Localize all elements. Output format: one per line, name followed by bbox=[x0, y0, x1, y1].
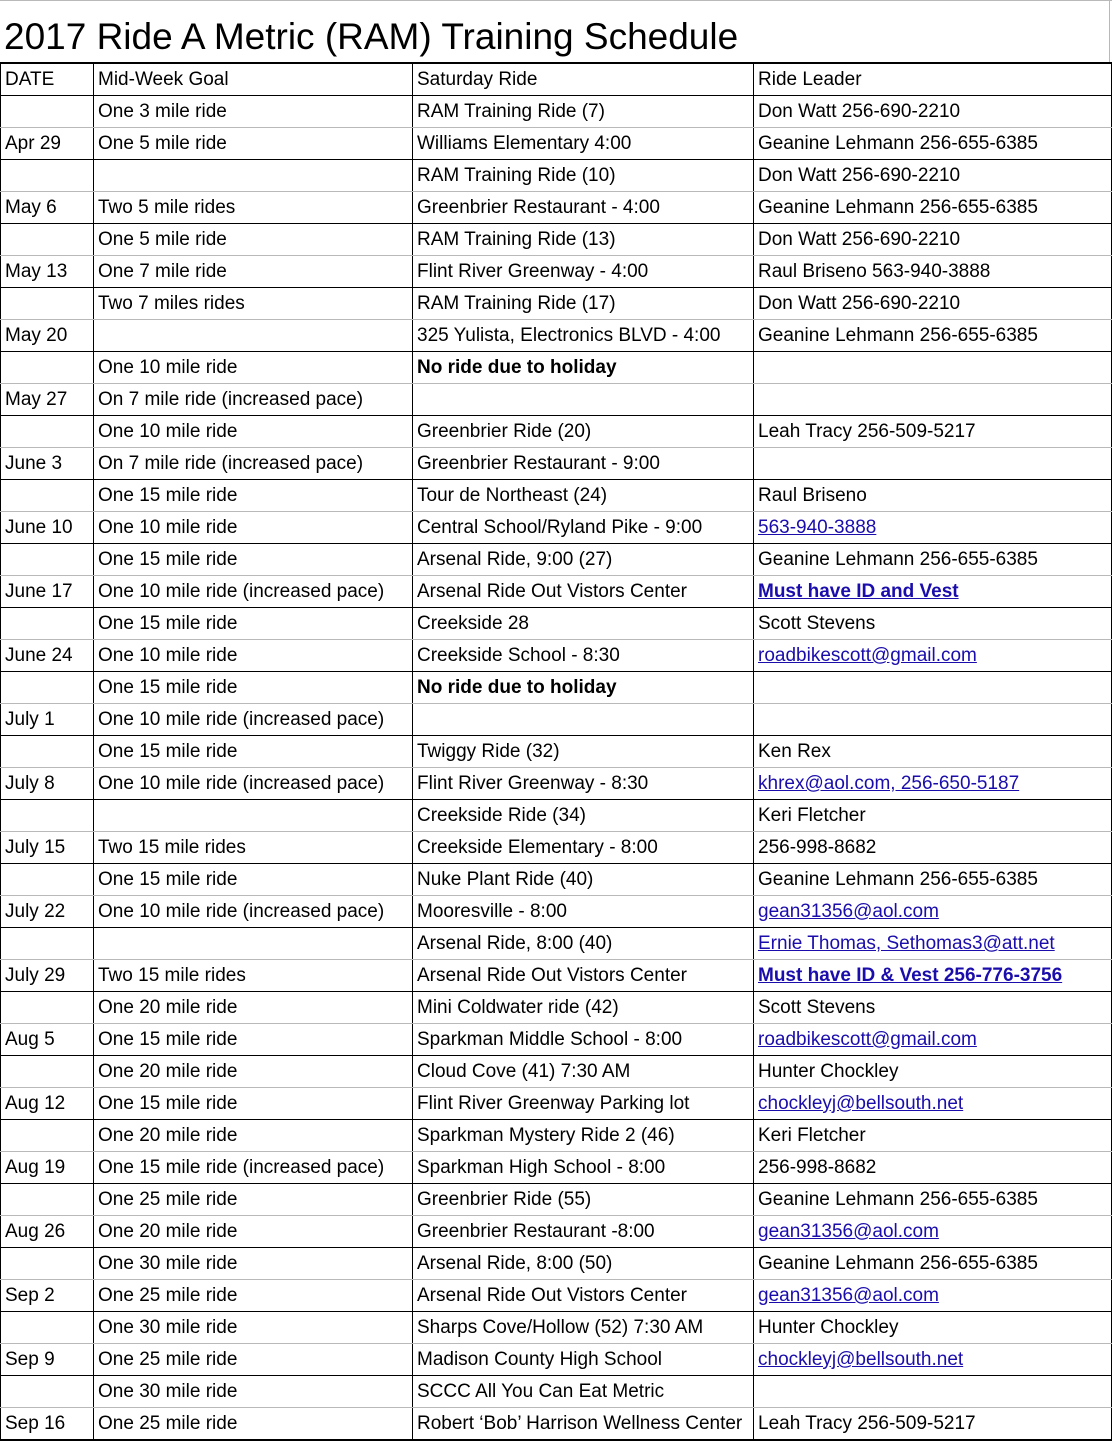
schedule-row bbox=[1, 1248, 1112, 1280]
ride-leader-cell bbox=[754, 384, 1112, 416]
schedule-row bbox=[1, 320, 1112, 352]
ride-leader-cell: Don Watt 256-690-2210 bbox=[754, 224, 1112, 256]
goal-cell bbox=[94, 800, 413, 832]
schedule-row bbox=[1, 928, 1112, 960]
goal-cell: One 5 mile ride bbox=[94, 224, 413, 256]
date-cell: July 8 bbox=[1, 768, 94, 800]
saturday-ride-cell: Madison County High School bbox=[413, 1344, 754, 1376]
goal-cell: One 5 mile ride bbox=[94, 128, 413, 160]
date-cell: Apr 29 bbox=[1, 128, 94, 160]
date-cell bbox=[1, 928, 94, 960]
date-cell: Aug 26 bbox=[1, 1216, 94, 1248]
column-header-leader: Ride Leader bbox=[754, 63, 1112, 96]
ride-leader-cell: Don Watt 256-690-2210 bbox=[754, 96, 1112, 128]
date-cell bbox=[1, 160, 94, 192]
date-cell: Aug 12 bbox=[1, 1088, 94, 1120]
ride-leader-cell: 256-998-8682 bbox=[754, 832, 1112, 864]
goal-cell: One 3 mile ride bbox=[94, 96, 413, 128]
saturday-ride-cell: RAM Training Ride (13) bbox=[413, 224, 754, 256]
saturday-ride-cell: SCCC All You Can Eat Metric bbox=[413, 1376, 754, 1408]
saturday-ride-cell: Arsenal Ride, 9:00 (27) bbox=[413, 544, 754, 576]
date-cell: July 1 bbox=[1, 704, 94, 736]
schedule-row bbox=[1, 288, 1112, 320]
ride-leader-cell bbox=[754, 672, 1112, 704]
date-cell: May 27 bbox=[1, 384, 94, 416]
saturday-ride-cell: Sharps Cove/Hollow (52) 7:30 AM bbox=[413, 1312, 754, 1344]
ride-leader-link[interactable]: Ernie Thomas, Sethomas3@att.net bbox=[754, 928, 1112, 960]
date-cell: May 6 bbox=[1, 192, 94, 224]
goal-cell: Two 15 mile rides bbox=[94, 960, 413, 992]
date-cell bbox=[1, 224, 94, 256]
ride-leader-cell bbox=[754, 448, 1112, 480]
saturday-ride-cell: Greenbrier Ride (55) bbox=[413, 1184, 754, 1216]
goal-cell: One 10 mile ride bbox=[94, 416, 413, 448]
ride-leader-link[interactable]: roadbikescott@gmail.com bbox=[754, 1024, 1112, 1056]
saturday-ride-cell: Central School/Ryland Pike - 9:00 bbox=[413, 512, 754, 544]
schedule-row bbox=[1, 160, 1112, 192]
date-cell: June 10 bbox=[1, 512, 94, 544]
goal-cell: One 15 mile ride (increased pace) bbox=[94, 1152, 413, 1184]
saturday-ride-cell: Arsenal Ride Out Vistors Center bbox=[413, 960, 754, 992]
date-cell bbox=[1, 1184, 94, 1216]
goal-cell: One 7 mile ride bbox=[94, 256, 413, 288]
goal-cell: One 15 mile ride bbox=[94, 1024, 413, 1056]
date-cell: Sep 16 bbox=[1, 1408, 94, 1441]
schedule-row bbox=[1, 768, 1112, 800]
ride-leader-cell: Keri Fletcher bbox=[754, 1120, 1112, 1152]
goal-cell: Two 7 miles rides bbox=[94, 288, 413, 320]
date-cell bbox=[1, 1120, 94, 1152]
saturday-ride-cell: Creekside Ride (34) bbox=[413, 800, 754, 832]
goal-cell: One 30 mile ride bbox=[94, 1376, 413, 1408]
schedule-row bbox=[1, 544, 1112, 576]
goal-cell: One 15 mile ride bbox=[94, 544, 413, 576]
goal-cell: One 15 mile ride bbox=[94, 480, 413, 512]
goal-cell: One 15 mile ride bbox=[94, 672, 413, 704]
goal-cell: One 30 mile ride bbox=[94, 1312, 413, 1344]
saturday-ride-cell: Greenbrier Restaurant -8:00 bbox=[413, 1216, 754, 1248]
date-cell: June 3 bbox=[1, 448, 94, 480]
ride-leader-link[interactable]: roadbikescott@gmail.com bbox=[754, 640, 1112, 672]
saturday-ride-cell: Arsenal Ride, 8:00 (40) bbox=[413, 928, 754, 960]
goal-cell: One 25 mile ride bbox=[94, 1408, 413, 1441]
schedule-row bbox=[1, 800, 1112, 832]
ride-leader-link[interactable]: gean31356@aol.com bbox=[754, 1280, 1112, 1312]
ride-leader-cell bbox=[754, 704, 1112, 736]
sheet-right-border bbox=[1109, 0, 1110, 62]
goal-cell: One 15 mile ride bbox=[94, 608, 413, 640]
date-cell bbox=[1, 480, 94, 512]
saturday-ride-cell: Arsenal Ride Out Vistors Center bbox=[413, 576, 754, 608]
schedule-row bbox=[1, 1280, 1112, 1312]
schedule-row bbox=[1, 1344, 1112, 1376]
saturday-ride-cell: 325 Yulista, Electronics BLVD - 4:00 bbox=[413, 320, 754, 352]
ride-leader-cell: Ken Rex bbox=[754, 736, 1112, 768]
date-cell: May 20 bbox=[1, 320, 94, 352]
saturday-ride-cell: Williams Elementary 4:00 bbox=[413, 128, 754, 160]
schedule-row bbox=[1, 416, 1112, 448]
ride-leader-cell: Geanine Lehmann 256-655-6385 bbox=[754, 1184, 1112, 1216]
schedule-row bbox=[1, 1408, 1112, 1441]
saturday-ride-cell: Cloud Cove (41) 7:30 AM bbox=[413, 1056, 754, 1088]
ride-leader-cell: Scott Stevens bbox=[754, 608, 1112, 640]
goal-cell bbox=[94, 320, 413, 352]
date-cell: July 22 bbox=[1, 896, 94, 928]
saturday-ride-cell: Twiggy Ride (32) bbox=[413, 736, 754, 768]
schedule-row bbox=[1, 1152, 1112, 1184]
column-header-goal: Mid-Week Goal bbox=[94, 63, 413, 96]
ride-leader-cell: 256-998-8682 bbox=[754, 1152, 1112, 1184]
goal-cell: One 25 mile ride bbox=[94, 1184, 413, 1216]
goal-cell: One 10 mile ride bbox=[94, 512, 413, 544]
saturday-ride-cell: Sparkman High School - 8:00 bbox=[413, 1152, 754, 1184]
schedule-table bbox=[0, 62, 1112, 1441]
schedule-row bbox=[1, 832, 1112, 864]
ride-leader-link[interactable]: 563-940-3888 bbox=[754, 512, 1112, 544]
column-header-saturday: Saturday Ride bbox=[413, 63, 754, 96]
schedule-row bbox=[1, 96, 1112, 128]
goal-cell: One 10 mile ride bbox=[94, 352, 413, 384]
saturday-ride-cell: Nuke Plant Ride (40) bbox=[413, 864, 754, 896]
date-cell bbox=[1, 800, 94, 832]
schedule-row bbox=[1, 992, 1112, 1024]
date-cell: July 29 bbox=[1, 960, 94, 992]
date-cell bbox=[1, 1376, 94, 1408]
schedule-row bbox=[1, 576, 1112, 608]
ride-leader-cell: Don Watt 256-690-2210 bbox=[754, 288, 1112, 320]
schedule-row bbox=[1, 1312, 1112, 1344]
ride-leader-link[interactable]: chockleyj@bellsouth.net bbox=[754, 1344, 1112, 1376]
goal-cell: One 15 mile ride bbox=[94, 736, 413, 768]
ride-leader-link[interactable]: chockleyj@bellsouth.net bbox=[754, 1088, 1112, 1120]
saturday-ride-cell: Robert ‘Bob’ Harrison Wellness Center bbox=[413, 1408, 754, 1441]
date-cell bbox=[1, 608, 94, 640]
saturday-ride-cell: No ride due to holiday bbox=[413, 352, 754, 384]
date-cell: June 17 bbox=[1, 576, 94, 608]
schedule-row bbox=[1, 1184, 1112, 1216]
saturday-ride-cell: Flint River Greenway - 4:00 bbox=[413, 256, 754, 288]
ride-leader-cell: Geanine Lehmann 256-655-6385 bbox=[754, 192, 1112, 224]
date-cell: July 15 bbox=[1, 832, 94, 864]
date-cell: May 13 bbox=[1, 256, 94, 288]
column-header-date: DATE bbox=[1, 63, 94, 96]
date-cell bbox=[1, 736, 94, 768]
date-cell: Aug 19 bbox=[1, 1152, 94, 1184]
saturday-ride-cell: Sparkman Middle School - 8:00 bbox=[413, 1024, 754, 1056]
saturday-ride-cell: Greenbrier Ride (20) bbox=[413, 416, 754, 448]
date-cell: Sep 9 bbox=[1, 1344, 94, 1376]
ride-leader-cell: Geanine Lehmann 256-655-6385 bbox=[754, 544, 1112, 576]
goal-cell: Two 15 mile rides bbox=[94, 832, 413, 864]
schedule-row bbox=[1, 352, 1112, 384]
saturday-ride-cell bbox=[413, 704, 754, 736]
date-cell bbox=[1, 96, 94, 128]
ride-leader-cell: Leah Tracy 256-509-5217 bbox=[754, 416, 1112, 448]
date-cell bbox=[1, 864, 94, 896]
goal-cell: One 25 mile ride bbox=[94, 1344, 413, 1376]
goal-cell: One 20 mile ride bbox=[94, 992, 413, 1024]
date-cell bbox=[1, 416, 94, 448]
goal-cell: Two 5 mile rides bbox=[94, 192, 413, 224]
ride-leader-link[interactable]: Must have ID and Vest bbox=[754, 576, 1112, 608]
date-cell bbox=[1, 1248, 94, 1280]
date-cell: Aug 5 bbox=[1, 1024, 94, 1056]
page-title: 2017 Ride A Metric (RAM) Training Schedule bbox=[4, 16, 739, 57]
schedule-row bbox=[1, 608, 1112, 640]
header-row bbox=[1, 63, 1112, 96]
saturday-ride-cell: RAM Training Ride (7) bbox=[413, 96, 754, 128]
goal-cell: One 20 mile ride bbox=[94, 1120, 413, 1152]
saturday-ride-cell: Arsenal Ride, 8:00 (50) bbox=[413, 1248, 754, 1280]
saturday-ride-cell: Tour de Northeast (24) bbox=[413, 480, 754, 512]
ride-leader-link[interactable]: gean31356@aol.com bbox=[754, 1216, 1112, 1248]
goal-cell: One 20 mile ride bbox=[94, 1216, 413, 1248]
schedule-row bbox=[1, 1376, 1112, 1408]
ride-leader-cell: Scott Stevens bbox=[754, 992, 1112, 1024]
saturday-ride-cell: Greenbrier Restaurant - 4:00 bbox=[413, 192, 754, 224]
ride-leader-cell bbox=[754, 1376, 1112, 1408]
schedule-row bbox=[1, 1216, 1112, 1248]
goal-cell: One 10 mile ride (increased pace) bbox=[94, 896, 413, 928]
ride-leader-cell: Leah Tracy 256-509-5217 bbox=[754, 1408, 1112, 1441]
saturday-ride-cell: Sparkman Mystery Ride 2 (46) bbox=[413, 1120, 754, 1152]
ride-leader-cell: Geanine Lehmann 256-655-6385 bbox=[754, 1248, 1112, 1280]
schedule-row bbox=[1, 960, 1112, 992]
ride-leader-link[interactable]: khrex@aol.com, 256-650-5187 bbox=[754, 768, 1112, 800]
date-cell: June 24 bbox=[1, 640, 94, 672]
ride-leader-cell: Keri Fletcher bbox=[754, 800, 1112, 832]
saturday-ride-cell bbox=[413, 384, 754, 416]
ride-leader-cell: Geanine Lehmann 256-655-6385 bbox=[754, 864, 1112, 896]
goal-cell: One 20 mile ride bbox=[94, 1056, 413, 1088]
saturday-ride-cell: RAM Training Ride (10) bbox=[413, 160, 754, 192]
schedule-row bbox=[1, 1024, 1112, 1056]
saturday-ride-cell: Creekside School - 8:30 bbox=[413, 640, 754, 672]
goal-cell: One 15 mile ride bbox=[94, 864, 413, 896]
schedule-row bbox=[1, 192, 1112, 224]
goal-cell: One 10 mile ride bbox=[94, 640, 413, 672]
schedule-row bbox=[1, 384, 1112, 416]
goal-cell: On 7 mile ride (increased pace) bbox=[94, 448, 413, 480]
saturday-ride-cell: No ride due to holiday bbox=[413, 672, 754, 704]
goal-cell: One 10 mile ride (increased pace) bbox=[94, 704, 413, 736]
ride-leader-cell: Raul Briseno 563-940-3888 bbox=[754, 256, 1112, 288]
schedule-row bbox=[1, 224, 1112, 256]
goal-cell: One 15 mile ride bbox=[94, 1088, 413, 1120]
saturday-ride-cell: Greenbrier Restaurant - 9:00 bbox=[413, 448, 754, 480]
schedule-row bbox=[1, 1120, 1112, 1152]
schedule-row bbox=[1, 640, 1112, 672]
schedule-row bbox=[1, 1088, 1112, 1120]
ride-leader-cell: Raul Briseno bbox=[754, 480, 1112, 512]
schedule-row bbox=[1, 512, 1112, 544]
date-cell bbox=[1, 544, 94, 576]
ride-leader-link[interactable]: gean31356@aol.com bbox=[754, 896, 1112, 928]
saturday-ride-cell: Creekside Elementary - 8:00 bbox=[413, 832, 754, 864]
schedule-row bbox=[1, 672, 1112, 704]
saturday-ride-cell: Mooresville - 8:00 bbox=[413, 896, 754, 928]
goal-cell: One 10 mile ride (increased pace) bbox=[94, 576, 413, 608]
schedule-row bbox=[1, 448, 1112, 480]
saturday-ride-cell: Flint River Greenway Parking lot bbox=[413, 1088, 754, 1120]
goal-cell bbox=[94, 928, 413, 960]
date-cell: Sep 2 bbox=[1, 1280, 94, 1312]
goal-cell: One 25 mile ride bbox=[94, 1280, 413, 1312]
schedule-row bbox=[1, 128, 1112, 160]
ride-leader-cell: Hunter Chockley bbox=[754, 1312, 1112, 1344]
ride-leader-cell: Geanine Lehmann 256-655-6385 bbox=[754, 128, 1112, 160]
schedule-row bbox=[1, 864, 1112, 896]
ride-leader-cell bbox=[754, 352, 1112, 384]
saturday-ride-cell: Flint River Greenway - 8:30 bbox=[413, 768, 754, 800]
goal-cell: One 30 mile ride bbox=[94, 1248, 413, 1280]
schedule-row bbox=[1, 480, 1112, 512]
schedule-row bbox=[1, 896, 1112, 928]
date-cell bbox=[1, 352, 94, 384]
date-cell bbox=[1, 1312, 94, 1344]
schedule-row bbox=[1, 256, 1112, 288]
date-cell bbox=[1, 672, 94, 704]
ride-leader-link[interactable]: Must have ID & Vest 256-776-3756 bbox=[754, 960, 1112, 992]
schedule-row bbox=[1, 736, 1112, 768]
ride-leader-cell: Geanine Lehmann 256-655-6385 bbox=[754, 320, 1112, 352]
saturday-ride-cell: Creekside 28 bbox=[413, 608, 754, 640]
goal-cell bbox=[94, 160, 413, 192]
date-cell bbox=[1, 288, 94, 320]
saturday-ride-cell: Mini Coldwater ride (42) bbox=[413, 992, 754, 1024]
ride-leader-cell: Hunter Chockley bbox=[754, 1056, 1112, 1088]
goal-cell: One 10 mile ride (increased pace) bbox=[94, 768, 413, 800]
saturday-ride-cell: Arsenal Ride Out Vistors Center bbox=[413, 1280, 754, 1312]
goal-cell: On 7 mile ride (increased pace) bbox=[94, 384, 413, 416]
ride-leader-cell: Don Watt 256-690-2210 bbox=[754, 160, 1112, 192]
date-cell bbox=[1, 1056, 94, 1088]
schedule-row bbox=[1, 704, 1112, 736]
sheet-top-border bbox=[0, 0, 1112, 1]
date-cell bbox=[1, 992, 94, 1024]
saturday-ride-cell: RAM Training Ride (17) bbox=[413, 288, 754, 320]
schedule-row bbox=[1, 1056, 1112, 1088]
